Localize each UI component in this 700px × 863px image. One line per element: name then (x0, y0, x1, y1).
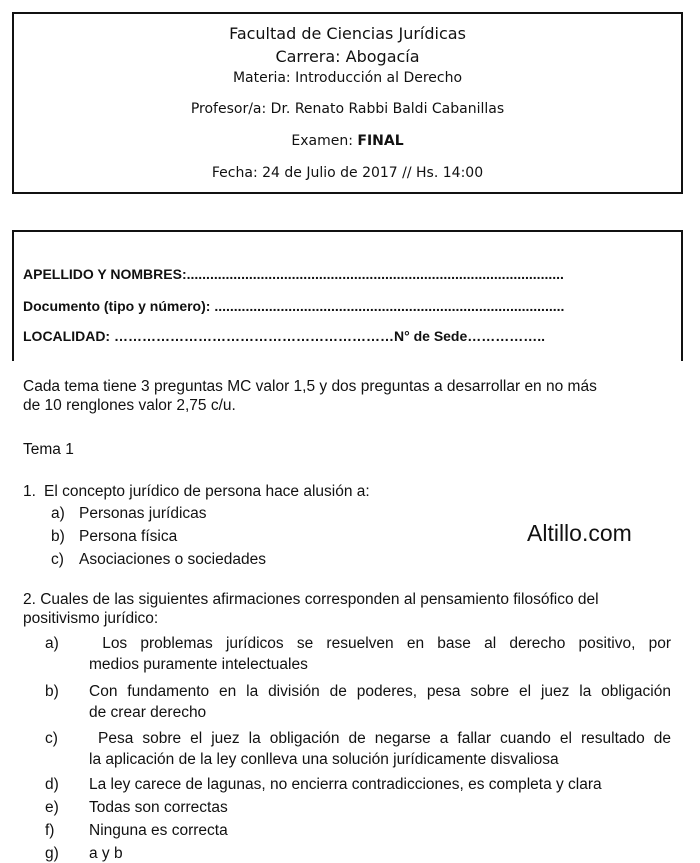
q2-option-b-line-2: de crear derecho (89, 704, 207, 721)
q2-option-b-letter: b) (45, 683, 59, 700)
q1-option-c-text: Asociaciones o sociedades (79, 551, 266, 568)
q2-option-a-letter: a) (45, 635, 59, 652)
exam-header-box (12, 12, 683, 194)
question-2 (23, 590, 683, 628)
altillo-watermark: Altillo.com (527, 520, 632, 546)
subject-name: Materia: Introducción al Derecho (232, 70, 463, 86)
student-name-field[interactable]: APELLIDO Y NOMBRES:................................................................................................. (23, 266, 564, 282)
career-name: Carrera: Abogacía (275, 47, 420, 66)
question-1-text: El concepto jurídico de persona hace alusión a: (44, 483, 370, 500)
q2-option-c-line-1: Pesa sobre el juez la obligación de negarse a fallar cuando el resultado de (89, 730, 671, 747)
instructions-line-1: Cada tema tiene 3 preguntas MC valor 1,5 y dos preguntas a desarrollar en no más (23, 378, 597, 395)
q2-option-a-line-2: medios puramente intelectuales (89, 656, 308, 673)
q2-option-b-line-1: Con fundamento en la división de poderes, pesa sobre el juez la obligación (89, 683, 671, 700)
question-2-line-2: positivismo jurídico: (23, 610, 159, 627)
q2-option-d-text: La ley carece de lagunas, no encierra contradicciones, es completa y clara (89, 776, 602, 793)
student-locality-field[interactable]: LOCALIDAD: ……………………………………………………N° de Sede…………….. (23, 328, 546, 344)
q2-option-a-line-1: Los problemas jurídicos se resuelven en base al derecho positivo, por (89, 635, 671, 652)
q1-option-c-letter: c) (51, 551, 64, 568)
student-document-field[interactable]: Documento (tipo y número): .......................................................................................... (23, 298, 565, 314)
faculty-name: Facultad de Ciencias Jurídicas (229, 24, 466, 43)
student-info-box (12, 230, 683, 361)
q2-option-c-line-2: la aplicación de la ley conlleva una solución jurídicamente disvaliosa (89, 751, 559, 768)
q2-option-d-letter: d) (45, 776, 59, 793)
q1-option-b-text: Persona física (79, 528, 178, 545)
exam-type-value: FINAL (357, 133, 404, 149)
topic-title: Tema 1 (23, 441, 74, 458)
question-1 (23, 482, 683, 570)
q1-option-b-letter: b) (51, 528, 65, 545)
q2-option-f-letter: f) (45, 822, 55, 839)
q2-option-g-text: a y b (89, 845, 123, 862)
q1-option-a-letter: a) (51, 505, 65, 522)
q2-option-c-letter: c) (45, 730, 58, 747)
instructions-line-2: de 10 renglones valor 2,75 c/u. (23, 397, 236, 414)
question-2-line-1: 2. Cuales de las siguientes afirmaciones corresponden al pensamiento filosófico del (23, 591, 599, 608)
exam-type-label: Examen: (291, 133, 358, 149)
q1-option-a-text: Personas jurídicas (79, 505, 207, 522)
q2-option-g-letter: g) (45, 845, 59, 862)
exam-date: Fecha: 24 de Julio de 2017 // Hs. 14:00 (211, 165, 484, 181)
question-1-number: 1. (23, 483, 36, 500)
exam-type (14, 133, 681, 149)
instructions (23, 377, 683, 415)
professor-name: Profesor/a: Dr. Renato Rabbi Baldi Cabanillas (190, 101, 505, 117)
q2-option-f-text: Ninguna es correcta (89, 822, 228, 839)
q2-option-e-letter: e) (45, 799, 59, 816)
q2-option-e-text: Todas son correctas (89, 799, 228, 816)
